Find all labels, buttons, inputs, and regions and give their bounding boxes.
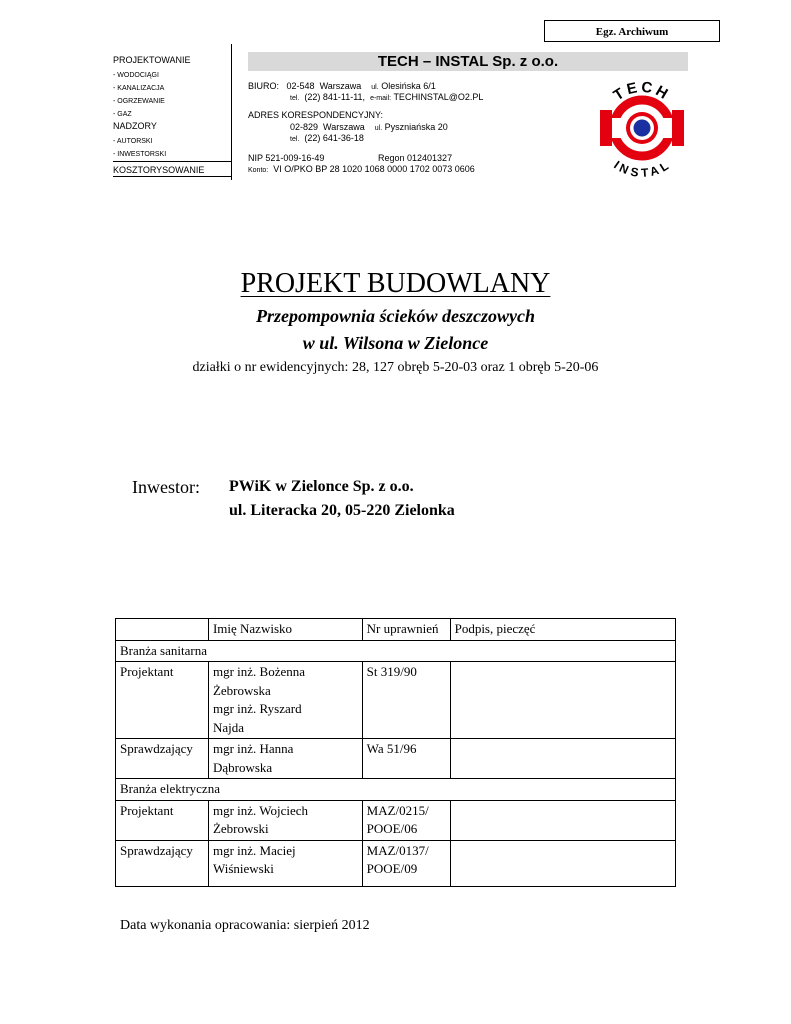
service-item: - INWESTORSKI: [113, 151, 167, 158]
signatures-table: [115, 618, 676, 887]
bank-account: Konto: VI O/PKO BP 28 1020 1068 0000 1702 0073 0606: [248, 164, 475, 174]
parcel-numbers: działki o nr ewidencyjnych: 28, 127 obręb 5-20-03 oraz 1 obręb 5-20-06: [192, 360, 599, 375]
service-projecting: PROJEKTOWANIE: [113, 55, 191, 65]
table-header-cell: [116, 619, 209, 641]
subtitle-line-2: w ul. Wilsona w Zielonce: [302, 333, 489, 353]
table-header-cell: Podpis, pieczęć: [450, 619, 675, 641]
investor-address: ul. Literacka 20, 05-220 Zielonka: [229, 502, 455, 519]
services-list: [113, 55, 231, 176]
table-section-row: [116, 779, 676, 801]
signature-cell: [450, 800, 675, 840]
service-item: - KANALIZACJA: [113, 85, 165, 92]
names-cell: mgr inż. Bożenna Żebrowska mgr inż. Ryszard Najda: [208, 662, 362, 739]
service-costing: KOSZTORYSOWANIE: [113, 165, 205, 175]
subtitle-line-1: Przepompownia ścieków deszczowych: [256, 306, 535, 326]
service-item: - GAZ: [113, 111, 132, 118]
table-header-cell: Imię Nazwisko: [208, 619, 362, 641]
investor-label: Inwestor:: [132, 477, 200, 497]
role-cell: Sprawdzający: [116, 739, 209, 779]
nip: NIP 521-009-16-49: [248, 153, 325, 163]
office-address: BIURO: 02-548 Warszawa ul. Olesińska 6/1: [248, 81, 436, 91]
service-supervision: NADZORY: [113, 121, 157, 131]
correspondence-label: ADRES KORESPONDENCYJNY:: [248, 110, 384, 120]
divider: [231, 44, 232, 180]
table-row: [116, 739, 676, 779]
section-sanitary: Branża sanitarna: [116, 640, 676, 662]
names-cell: mgr inż. Maciej Wiśniewski: [208, 840, 362, 886]
signature-cell: [450, 739, 675, 779]
email-link: TECHINSTAL@O2.PL: [393, 92, 484, 102]
role-cell: Projektant: [116, 800, 209, 840]
table-row: [116, 662, 676, 739]
investor-name: PWiK w Zielonce Sp. z o.o.: [229, 478, 414, 495]
table-header-cell: Nr uprawnień: [362, 619, 450, 641]
completion-date: Data wykonania opracowania: sierpień 2012: [120, 918, 370, 933]
license-cell: MAZ/0215/ POOE/06: [362, 800, 450, 840]
section-electric: Branża elektryczna: [116, 779, 676, 801]
company-name: TECH – INSTAL Sp. z o.o.: [248, 52, 688, 71]
names-cell: mgr inż. Wojciech Żebrowski: [208, 800, 362, 840]
svg-text:INSTAL: [611, 158, 672, 178]
table-header-row: [116, 619, 676, 641]
page-title: PROJEKT BUDOWLANY: [240, 268, 551, 299]
copy-label: Egz. Archiwum: [544, 20, 720, 42]
signature-cell: [450, 662, 675, 739]
divider: [113, 176, 231, 177]
table-row: [116, 840, 676, 886]
service-item: - WODOCIĄGI: [113, 72, 159, 79]
divider: [113, 161, 231, 162]
license-cell: Wa 51/96: [362, 739, 450, 779]
role-cell: Projektant: [116, 662, 209, 739]
tech-instal-logo: [592, 78, 692, 178]
logo-top-text: TECH: [610, 78, 674, 105]
correspondence-address: 02-829 Warszawa ul. Pyszniańska 20: [290, 122, 448, 132]
license-cell: St 319/90: [362, 662, 450, 739]
service-item: - AUTORSKI: [113, 138, 153, 145]
correspondence-phone: tel. (22) 641-36-18: [290, 133, 364, 143]
role-cell: Sprawdzający: [116, 840, 209, 886]
signature-cell: [450, 840, 675, 886]
license-cell: MAZ/0137/ POOE/09: [362, 840, 450, 886]
table-section-row: [116, 640, 676, 662]
names-cell: mgr inż. Hanna Dąbrowska: [208, 739, 362, 779]
regon: Regon 012401327: [378, 153, 453, 163]
logo-bottom-text: INSTAL: [611, 157, 673, 178]
office-contact: tel. (22) 841-11-11, e-mail: TECHINSTAL@O2.PL: [290, 92, 484, 102]
table-row: [116, 800, 676, 840]
service-item: - OGRZEWANIE: [113, 98, 165, 105]
